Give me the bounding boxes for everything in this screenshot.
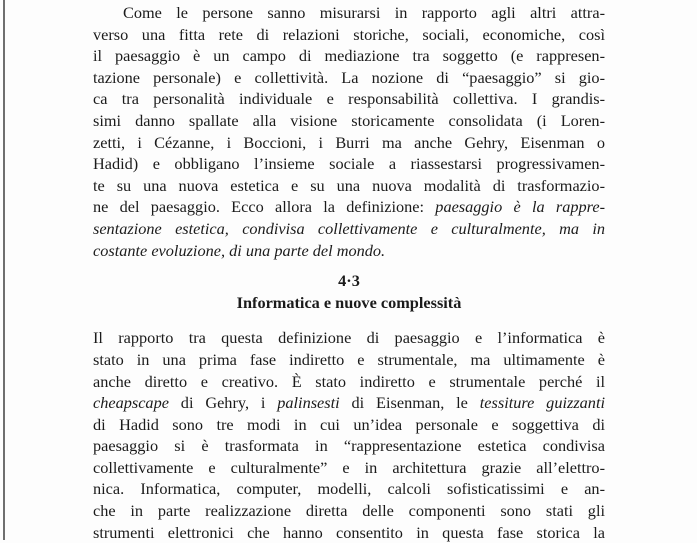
text-segment: costante evoluzione, di una parte del mondo. [93, 240, 386, 260]
text-segment: anche diretto e creativo. È stato indiretto e strumentale perché il [93, 371, 605, 391]
text-line [93, 2, 605, 24]
text-line [93, 67, 605, 89]
text-segment: strumenti elettronici che hanno consentito in questa fase storica la [93, 522, 605, 542]
text-line [93, 153, 605, 175]
text-segment: tazione personale) e collettività. La nozione di “paesaggio” si gio- [93, 67, 605, 87]
text-line [93, 500, 605, 522]
text-segment: te su una nuova estetica e su una nuova modalità di trasformazio- [93, 175, 605, 195]
text-segment: ca tra personalità individuale e responsabilità collettiva. I grandis- [93, 89, 605, 109]
text-line [93, 240, 605, 262]
section-title: Informatica e nuove complessità [236, 292, 462, 312]
text-segment: Come le persone sanno misurarsi in rapporto agli altri attra- [123, 3, 605, 22]
text-line [93, 175, 605, 197]
text-line [93, 478, 605, 500]
text-segment: Hadid) e obbligano l’insieme sociale a riassestarsi progressivamen- [93, 154, 605, 174]
page-text-block [93, 2, 605, 543]
text-line [93, 45, 605, 67]
section-heading [93, 270, 605, 313]
text-segment: di Hadid sono tre modi in cui un’idea personale e soggettiva di [93, 414, 605, 434]
text-line [93, 327, 605, 349]
text-line [93, 435, 605, 457]
section-number: 4·3 [338, 271, 360, 291]
text-line [93, 349, 605, 371]
text-segment: cheapscape [93, 393, 169, 413]
text-segment: Il rapporto tra questa definizione di paesaggio e l’informatica è [93, 328, 605, 348]
text-segment: paesaggio è la rappre- [435, 197, 606, 217]
text-segment: di Gehry, i [168, 393, 278, 413]
text-segment: paesaggio si è trasformata in “rappresentazione estetica condivisa [93, 436, 605, 456]
text-segment: il paesaggio è un campo di mediazione tra soggetto (e rappresen- [93, 46, 605, 66]
text-segment: ne del paesaggio. Ecco allora la definizione: [93, 197, 436, 217]
text-segment: simi danno spallate alla visione storicamente consolidata (i Loren- [93, 110, 605, 130]
text-line [93, 196, 605, 218]
text-segment: tessiture guizzanti [479, 393, 605, 413]
paragraph-1 [93, 2, 605, 261]
text-line [93, 414, 605, 436]
text-segment: sentazione estetica, condivisa collettivamente e culturalmente, ma in [93, 218, 605, 238]
text-line [93, 371, 605, 393]
text-line [93, 110, 605, 132]
text-segment: verso una fitta rete di relazioni storiche, sociali, economiche, così [93, 24, 605, 44]
paragraph-2 [93, 327, 605, 543]
text-segment: collettivamente e culturalmente” e in architettura grazie all’elettro- [93, 457, 605, 477]
text-line [93, 24, 605, 46]
text-line [93, 132, 605, 154]
text-line [93, 392, 605, 414]
text-segment: nica. Informatica, computer, modelli, calcoli sofisticatissimi e an- [93, 479, 605, 499]
text-segment: palinsesti [277, 393, 340, 413]
text-line [93, 218, 605, 240]
text-line [93, 457, 605, 479]
text-segment: stato in una prima fase indiretto e strumentale, ma ultimamente è [93, 349, 605, 369]
text-line [93, 88, 605, 110]
text-segment: di Eisenman, le [339, 393, 480, 413]
text-segment: che in parte realizzazione diretta delle componenti sono stati gli [93, 501, 605, 521]
scan-edge-line [3, 0, 5, 540]
text-segment: zetti, i Cézanne, i Boccioni, i Burri ma anche Gehry, Eisenman o [93, 132, 605, 152]
